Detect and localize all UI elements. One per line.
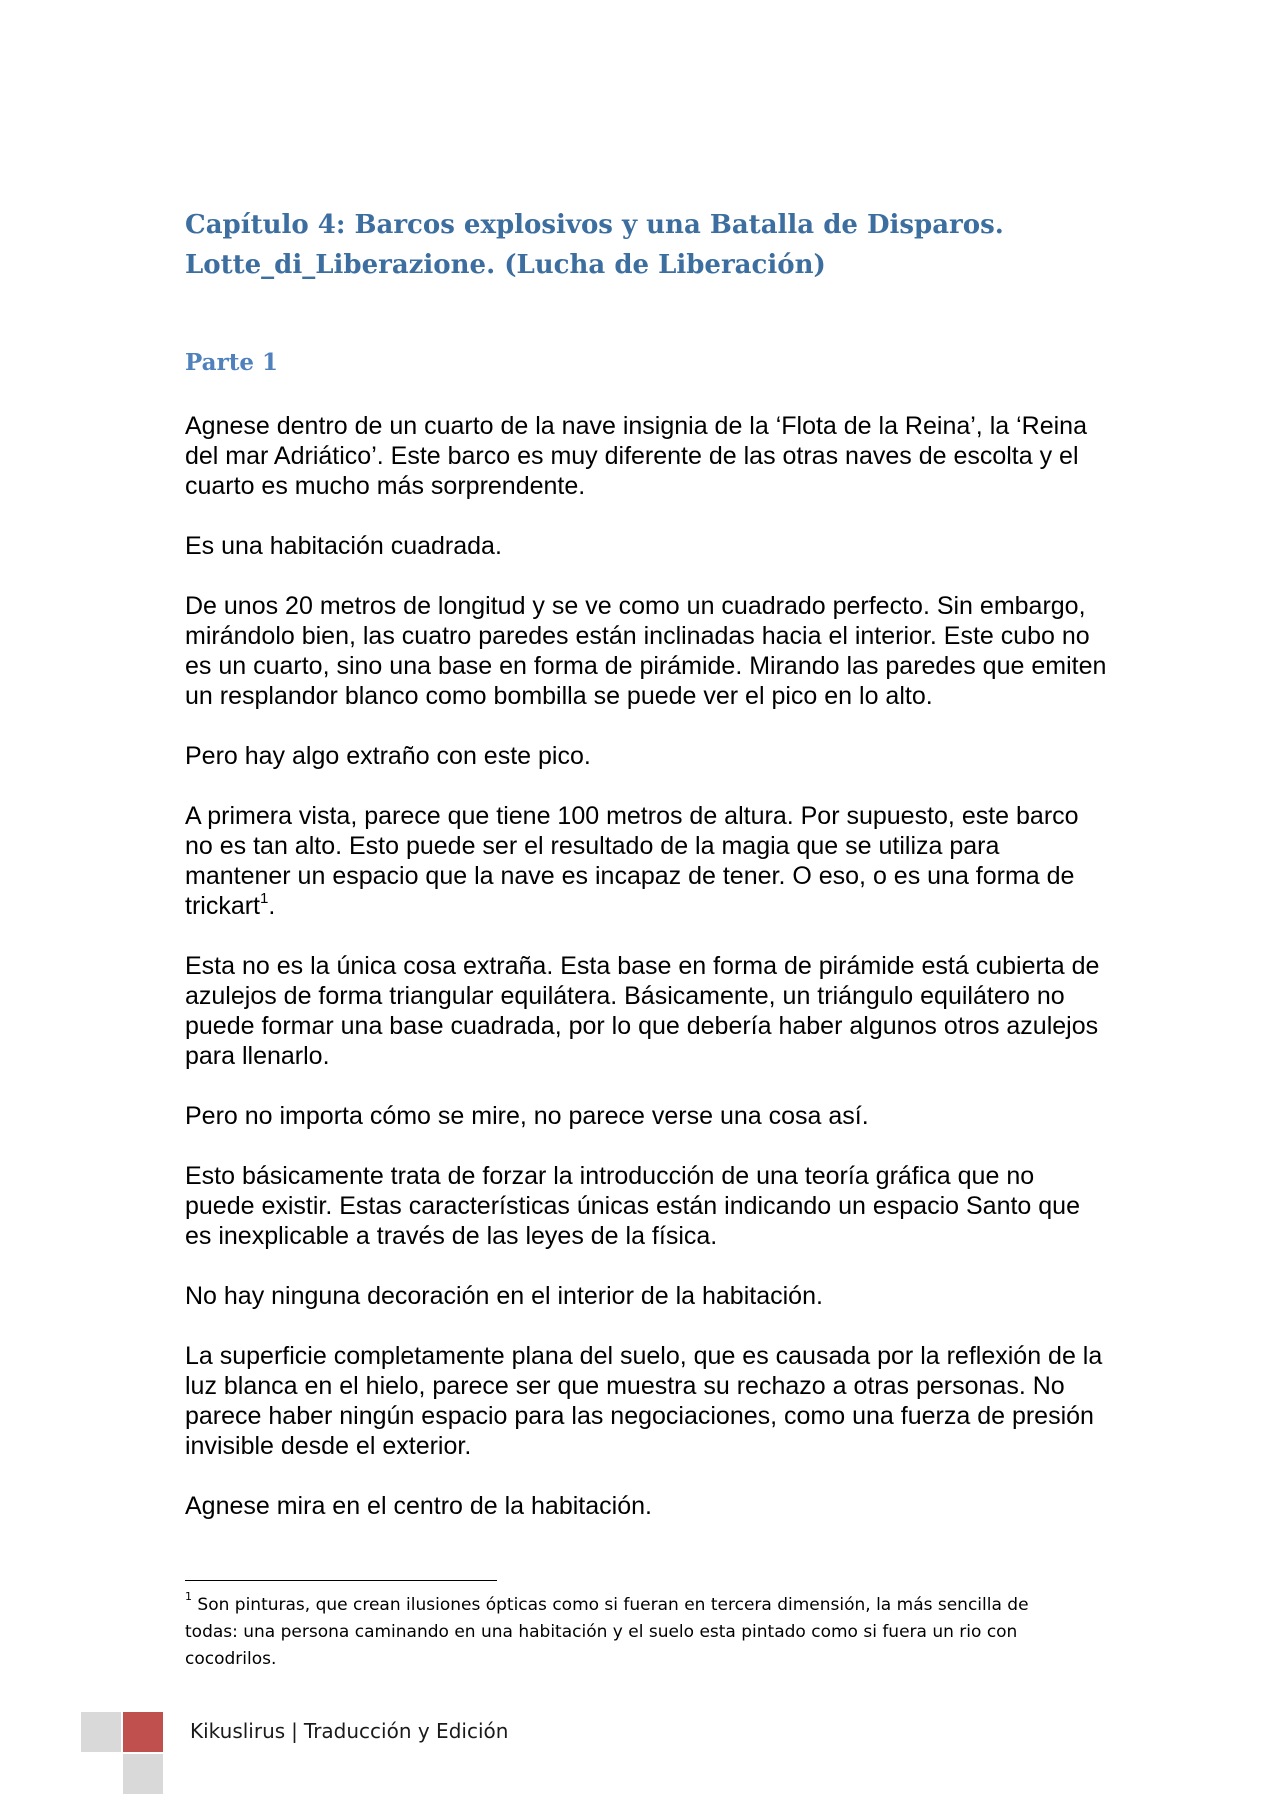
- footnote: [185, 1592, 1085, 1673]
- paragraph: Agnese dentro de un cuarto de la nave insignia de la ‘Flota de la Reina’, la ‘Reina del mar Adriático’. Este barco es muy diferente de las otras naves de escolta y el cuarto es mucho más sorprendente.: [185, 412, 1087, 500]
- footer-separator: |: [291, 1719, 298, 1743]
- paragraph-text: A primera vista, parece que tiene 100 metros de altura. Por supuesto, este barco no es tan alto. Esto puede ser el resultado de la magia que se utiliza para mantener un espacio que la nave es incapaz de tener. O eso, o es una forma de trickart: [185, 802, 1079, 920]
- footer-subtitle: Traducción y Edición: [303, 1719, 509, 1743]
- paragraph-text-end: .: [268, 892, 276, 920]
- paragraph: Pero hay algo extraño con este pico.: [185, 742, 591, 770]
- body-text: [185, 411, 1110, 1551]
- paragraph: Pero no importa cómo se mire, no parece verse una cosa así.: [185, 1102, 869, 1130]
- footnote-text: Son pinturas, que crean ilusiones ópticas como si fueran en tercera dimensión, la más sencilla de todas: una persona caminando en una habitación y el suelo esta pintado como si fuera un rio con cocodrilos.: [185, 1595, 1029, 1669]
- paragraph: No hay ninguna decoración en el interior de la habitación.: [185, 1282, 823, 1310]
- footnote-reference[interactable]: 1: [260, 889, 269, 907]
- paragraph: Esto básicamente trata de forzar la introducción de una teoría gráfica que no puede existir. Estas características únicas están indicando un espacio Santo que es inexplicable a través de las leyes de la física.: [185, 1162, 1080, 1250]
- paragraph: La superficie completamente plana del suelo, que es causada por la reflexión de la luz blanca en el hielo, parece ser que muestra su rechazo a otras personas. No parece haber ningún espacio para las negociaciones, como una fuerza de presión invisible desde el exterior.: [185, 1342, 1103, 1460]
- chapter-title-line-2: Lotte_di_Liberazione. (Lucha de Liberación): [185, 250, 826, 280]
- paragraph: De unos 20 metros de longitud y se ve como un cuadrado perfecto. Sin embargo, mirándolo bien, las cuatro paredes están inclinadas hacia el interior. Este cubo no es un cuarto, sino una base en forma de pirámide. Mirando las paredes que emiten un resplandor blanco como bombilla se puede ver el pico en lo alto.: [185, 592, 1107, 710]
- paragraph: Agnese mira en el centro de la habitación.: [185, 1492, 652, 1520]
- page-footer: [190, 1717, 508, 1745]
- paragraph: Es una habitación cuadrada.: [185, 532, 502, 560]
- part-title: Parte 1: [185, 349, 278, 376]
- footer-brand: Kikuslirus: [190, 1719, 286, 1743]
- footnote-marker: 1: [185, 1590, 192, 1604]
- chapter-title: [185, 205, 1110, 285]
- paragraph: Esta no es la única cosa extraña. Esta base en forma de pirámide está cubierta de azulejos de forma triangular equilátera. Básicamente, un triángulo equilátero no puede formar una base cuadrada, por lo que debería haber algunos otros azulejos para llenarlo.: [185, 952, 1100, 1070]
- footer-decor-square-red: [123, 1712, 163, 1752]
- paragraph-with-footnote: [185, 801, 1110, 921]
- footer-decor-square-gray: [81, 1712, 121, 1752]
- footnote-divider: [185, 1580, 497, 1581]
- chapter-title-line-1: Capítulo 4: Barcos explosivos y una Batalla de Disparos.: [185, 210, 1004, 240]
- footer-decor-square-gray-lower: [123, 1754, 163, 1794]
